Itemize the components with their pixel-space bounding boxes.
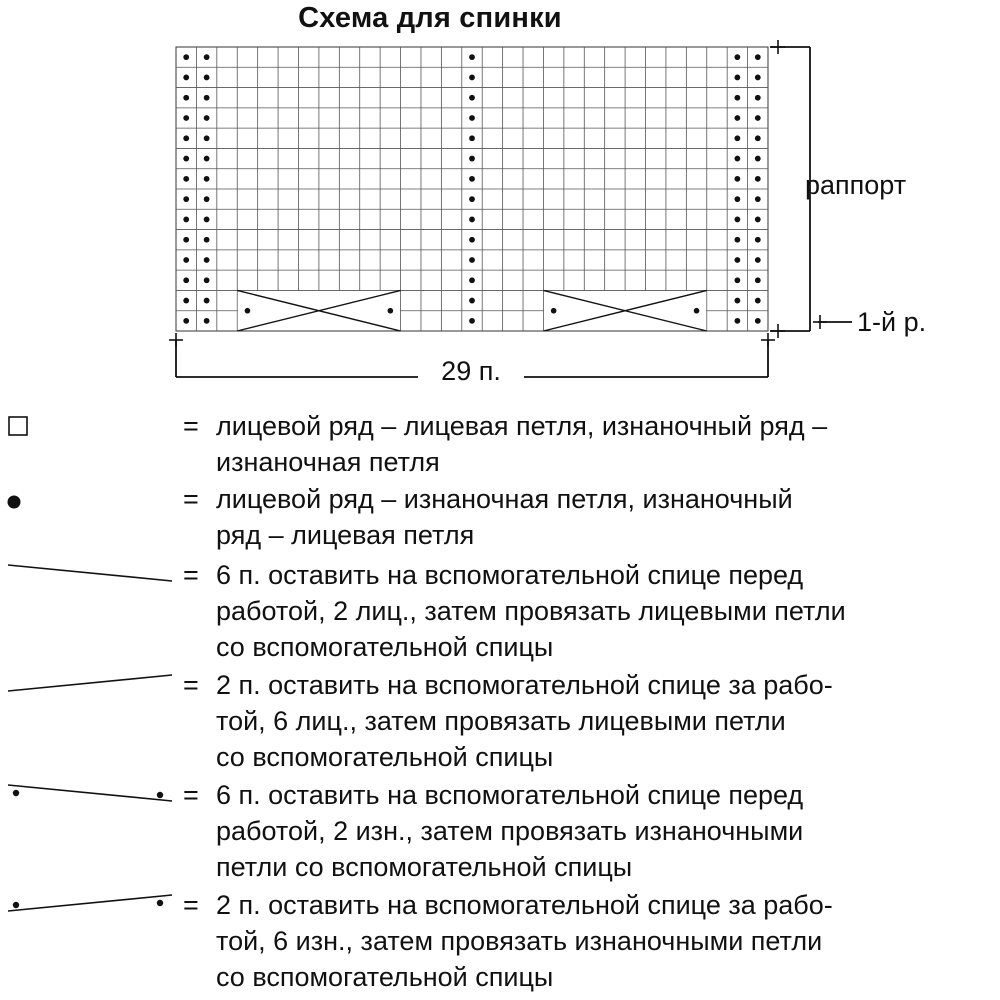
purl-dot	[204, 318, 210, 324]
purl-dot	[183, 54, 189, 60]
purl-dot	[734, 95, 740, 101]
purl-dot	[734, 176, 740, 182]
purl-dot	[734, 75, 740, 81]
purl-dot	[183, 277, 189, 283]
purl-dot	[469, 196, 475, 202]
purl-dot	[204, 237, 210, 243]
purl-dot	[734, 318, 740, 324]
purl-dot	[734, 156, 740, 162]
purl-dot	[755, 176, 761, 182]
purl-dot	[755, 217, 761, 223]
purl-dot	[755, 135, 761, 141]
purl-dot	[204, 95, 210, 101]
cable-front-purl-icon	[0, 777, 180, 817]
purl-dot	[734, 135, 740, 141]
legend-text	[216, 557, 976, 665]
legend-equals: =	[183, 890, 199, 920]
purl-dot	[755, 95, 761, 101]
legend-line: петли со вспомогательной спицы	[216, 852, 633, 882]
stitch-count-label: 29 п.	[441, 356, 501, 386]
purl-dot	[204, 156, 210, 162]
purl-dot	[204, 54, 210, 60]
purl-dot	[183, 95, 189, 101]
cable-purl-dot	[551, 308, 557, 314]
purl-dot	[755, 54, 761, 60]
purl-dot	[183, 257, 189, 263]
legend-equals: =	[183, 411, 199, 441]
legend-text	[216, 887, 976, 995]
legend-line: той, 6 изн., затем провязать изнаночными петли	[216, 926, 823, 956]
purl-dot	[469, 298, 475, 304]
legend-line: лицевой ряд – изнаночная петля, изнаночный	[216, 484, 793, 514]
purl-dot	[183, 298, 189, 304]
cable-back-purl-icon	[0, 887, 180, 927]
legend-line: работой, 2 лиц., затем провязать лицевыми петли	[216, 596, 846, 626]
legend-line: 2 п. оставить на вспомогательной спице за рабо-	[216, 890, 833, 920]
purl-dot-icon	[0, 481, 180, 521]
purl-dot	[755, 115, 761, 121]
legend-line: той, 6 лиц., затем провязать лицевыми петли	[216, 706, 786, 736]
purl-dot	[734, 257, 740, 263]
legend-equals: =	[183, 780, 199, 810]
purl-dot	[734, 217, 740, 223]
purl-dot	[183, 176, 189, 182]
purl-dot	[734, 237, 740, 243]
purl-dot	[469, 54, 475, 60]
chart-grid	[176, 47, 768, 331]
legend-line: ряд – лицевая петля	[216, 520, 475, 550]
purl-dot	[755, 298, 761, 304]
purl-dot	[204, 135, 210, 141]
purl-dot	[469, 115, 475, 121]
chart-title: Схема для спинки	[298, 2, 562, 34]
purl-dot	[755, 257, 761, 263]
purl-dot	[204, 176, 210, 182]
legend-line: со вспомогательной спицы	[216, 632, 554, 662]
legend-equals: =	[183, 670, 199, 700]
purl-dot	[183, 237, 189, 243]
legend-equals: =	[183, 560, 199, 590]
repeat-label: раппорт	[805, 170, 907, 200]
purl-dot	[183, 75, 189, 81]
first-row-label: 1-й р.	[857, 307, 927, 337]
legend-line: 6 п. оставить на вспомогательной спице перед	[216, 560, 804, 590]
legend-line: со вспомогательной спицы	[216, 962, 554, 992]
purl-dot	[469, 156, 475, 162]
purl-dot	[469, 217, 475, 223]
purl-dot	[204, 277, 210, 283]
purl-dot	[755, 196, 761, 202]
empty-square-icon	[0, 408, 180, 448]
purl-dot	[204, 257, 210, 263]
purl-dot	[204, 196, 210, 202]
purl-dot	[204, 115, 210, 121]
purl-dot	[469, 95, 475, 101]
purl-dot	[734, 298, 740, 304]
legend-text	[216, 777, 976, 885]
purl-dot	[755, 277, 761, 283]
purl-dot	[469, 257, 475, 263]
purl-dot	[183, 318, 189, 324]
purl-dot	[755, 237, 761, 243]
purl-dot	[734, 277, 740, 283]
legend-line: работой, 2 изн., затем провязать изнаночными	[216, 816, 804, 846]
purl-dot	[469, 237, 475, 243]
purl-dot	[183, 156, 189, 162]
cable-purl-dot	[694, 308, 700, 314]
purl-dot	[183, 196, 189, 202]
purl-dot	[183, 217, 189, 223]
purl-dot	[204, 217, 210, 223]
purl-dot	[734, 196, 740, 202]
legend-equals: =	[183, 484, 199, 514]
purl-dot	[183, 135, 189, 141]
legend-line: лицевой ряд – лицевая петля, изнаночный ряд –	[216, 411, 828, 441]
purl-dot	[755, 318, 761, 324]
legend-text	[216, 408, 976, 480]
purl-dot	[469, 135, 475, 141]
purl-dot	[755, 75, 761, 81]
purl-dot	[469, 318, 475, 324]
cable-front-icon	[0, 557, 180, 597]
legend-line: изнаночная петля	[216, 447, 440, 477]
purl-dot	[469, 176, 475, 182]
purl-dot	[469, 75, 475, 81]
knitting-chart	[0, 0, 1000, 400]
legend-line: со вспомогательной спицы	[216, 742, 554, 772]
legend-line: 6 п. оставить на вспомогательной спице перед	[216, 780, 804, 810]
legend-line: 2 п. оставить на вспомогательной спице за рабо-	[216, 670, 833, 700]
cable-purl-dot	[245, 308, 251, 314]
purl-dot	[734, 54, 740, 60]
purl-dot	[734, 115, 740, 121]
purl-dot	[204, 75, 210, 81]
legend-text	[216, 481, 976, 553]
purl-dot	[755, 156, 761, 162]
purl-dot	[469, 277, 475, 283]
cable-back-icon	[0, 667, 180, 707]
purl-dot	[183, 115, 189, 121]
cable-purl-dot	[388, 308, 394, 314]
legend-text	[216, 667, 976, 775]
purl-dot	[204, 298, 210, 304]
